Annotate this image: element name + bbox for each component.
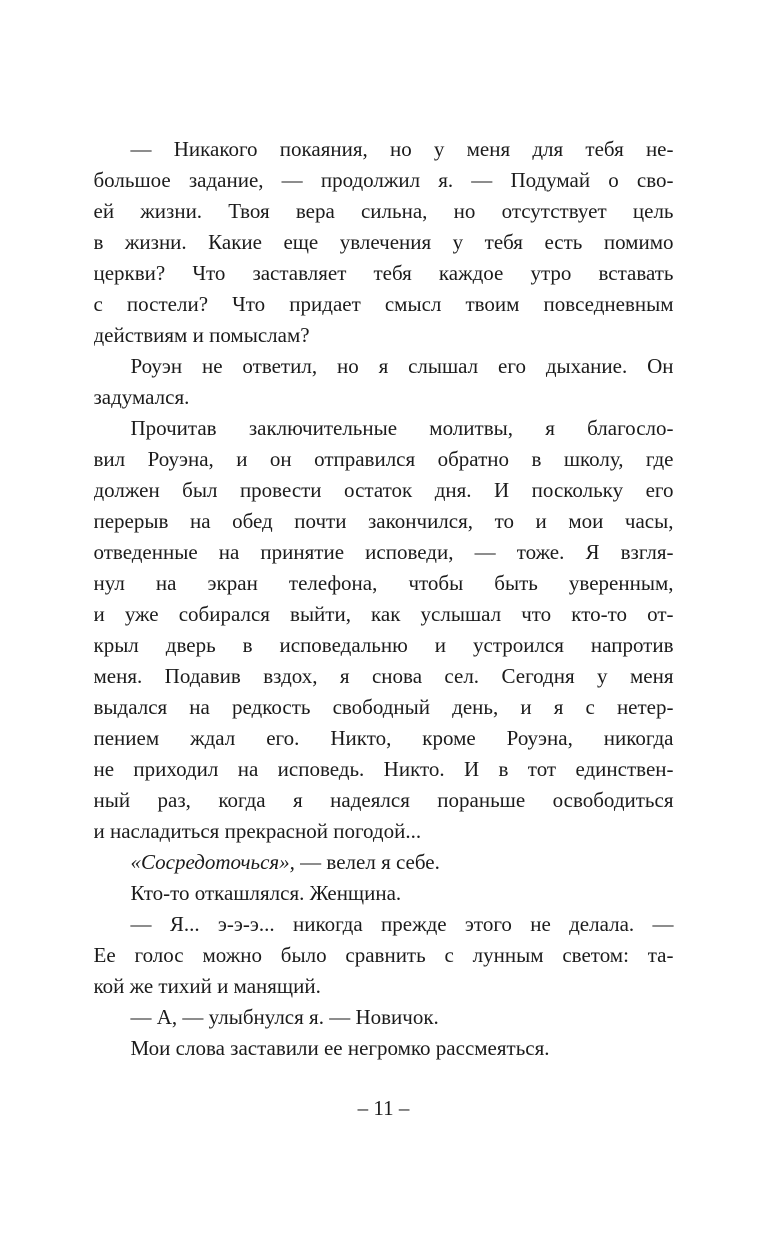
text-line: Ее голос можно было сравнить с лунным светом: та- xyxy=(93,943,674,967)
paragraph xyxy=(94,847,674,878)
text-line: и насладиться прекрасной погодой... xyxy=(93,819,422,843)
text-line: — Никакого покаяния, но у меня для тебя не- xyxy=(130,137,674,161)
text-line: задумался. xyxy=(93,385,190,409)
text-line: и уже собирался выйти, как услышал что кто-то от- xyxy=(93,602,674,626)
text-line: нул на экран телефона, чтобы быть уверенным, xyxy=(93,571,674,595)
paragraph xyxy=(94,878,674,909)
text-line: кой же тихий и манящий. xyxy=(93,974,321,998)
paragraph xyxy=(94,1002,674,1033)
text-line: ный раз, когда я надеялся пораньше освободиться xyxy=(93,788,674,812)
page-text xyxy=(94,0,674,1064)
text-line: Роуэн не ответил, но я слышал его дыхание. Он xyxy=(130,354,674,378)
text-line: должен был провести остаток дня. И поскольку его xyxy=(93,478,674,502)
text-line: отведенные на принятие исповеди, — тоже. Я взгля- xyxy=(93,540,674,564)
paragraph xyxy=(94,413,674,847)
text-line xyxy=(94,847,674,878)
text-line: вил Роуэна, и он отправился обратно в школу, где xyxy=(93,447,674,471)
text-line: — Я... э-э-э... никогда прежде этого не делала. — xyxy=(130,912,674,936)
text-line: меня. Подавив вздох, я снова сел. Сегодня у меня xyxy=(93,664,674,688)
text-line: Кто-то откашлялся. Женщина. xyxy=(130,881,402,905)
page-number: – 11 – xyxy=(357,1096,410,1120)
text-line: церкви? Что заставляет тебя каждое утро вставать xyxy=(93,261,674,285)
text-line: выдался на редкость свободный день, и я с нетер- xyxy=(93,695,674,719)
text-line: действиям и помыслам? xyxy=(93,323,310,347)
text-line: крыл дверь в исповедальню и устроился напротив xyxy=(93,633,674,657)
paragraph xyxy=(94,909,674,1002)
paragraph xyxy=(94,351,674,413)
text-line: с постели? Что придает смысл твоим повседневным xyxy=(93,292,674,316)
text-segment: — велел я себе. xyxy=(294,850,440,874)
paragraph xyxy=(94,134,674,351)
paragraph xyxy=(94,1033,674,1064)
text-line: большое задание, — продолжил я. — Подумай о сво- xyxy=(93,168,674,192)
text-line: в жизни. Какие еще увлечения у тебя есть помимо xyxy=(93,230,674,254)
text-line: ей жизни. Твоя вера сильна, но отсутствует цель xyxy=(93,199,674,223)
text-line: Мои слова заставили ее негромко рассмеяться. xyxy=(130,1036,550,1060)
text-line: — А, — улыбнулся я. — Новичок. xyxy=(130,1005,439,1029)
text-line: не приходил на исповедь. Никто. И в тот единствен- xyxy=(93,757,674,781)
text-line: перерыв на обед почти закончился, то и мои часы, xyxy=(93,509,674,533)
italic-text-segment: «Сосредоточься», xyxy=(130,850,295,874)
text-line: Прочитав заключительные молитвы, я благосло- xyxy=(130,416,674,440)
text-line: пением ждал его. Никто, кроме Роуэна, никогда xyxy=(93,726,674,750)
